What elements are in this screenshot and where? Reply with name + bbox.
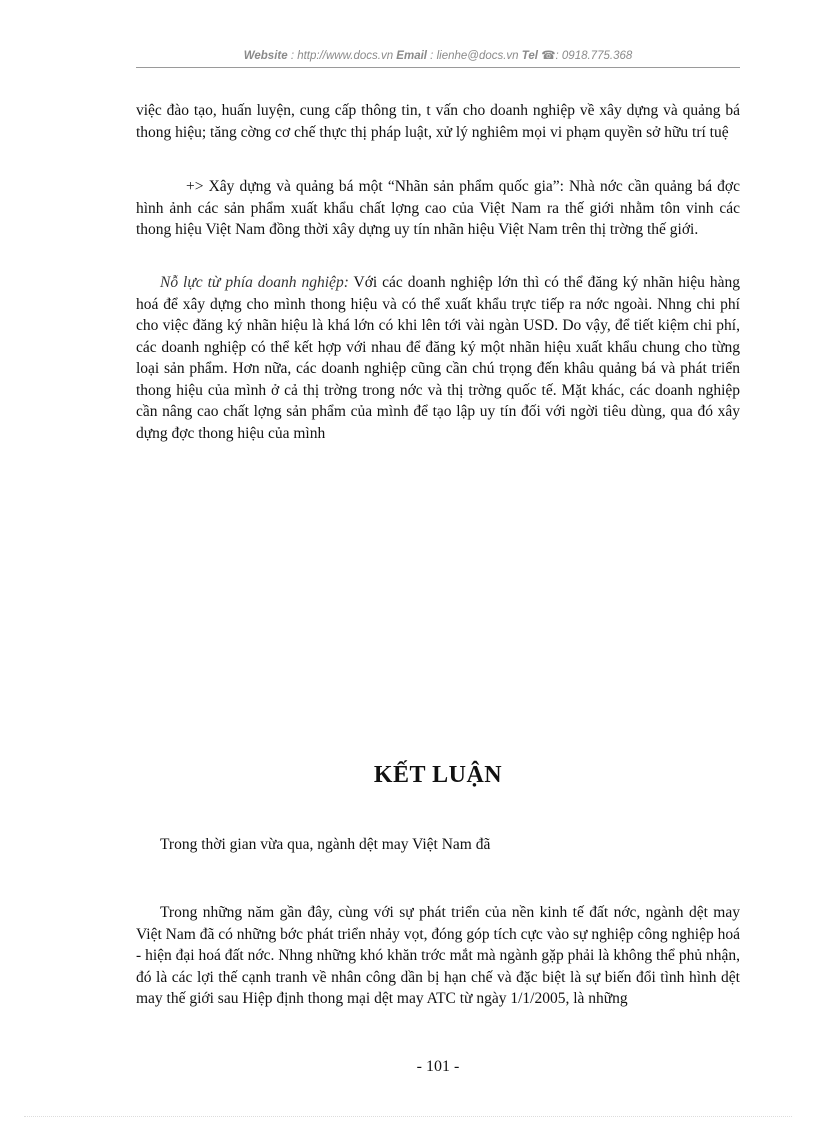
paragraph-2: +> Xây dựng và quảng bá một “Nhãn sản phẩm quốc gia”: Nhà nớc cần quảng bá đợc hình ảnh các sản phẩm xuất khẩu chất lợng cao của Việt Nam ra thế giới nhằm tôn vinh các thong hiệu Việt Nam đồng thời xây dựng uy tín nhãn hiệu Việt Nam trên thị trờng thế giới.: [136, 178, 740, 238]
page-header: [136, 48, 740, 62]
website-label: Website: [243, 50, 288, 62]
paragraph-4: Trong thời gian vừa qua, ngành dệt may Việt Nam đã: [160, 836, 491, 853]
email-address[interactable]: lienhe@docs.vn: [436, 50, 519, 62]
header-divider: [136, 67, 740, 68]
email-separator: :: [426, 50, 437, 62]
website-url[interactable]: http://www.docs.vn: [297, 50, 394, 62]
page-bottom-divider: [24, 1116, 792, 1117]
email-label: Email: [396, 50, 427, 62]
paragraph-5: Trong những năm gần đây, cùng với sự phát triển của nền kinh tế đất nớc, ngành dệt may Việt Nam đã có những bớc phát triển nhảy vọt, đóng góp tích cực vào sự nghiệp công nghiệp hoá - hiện đại hoá đất nớc. Nhng những khó khăn trớc mắt mà ngành gặp phải là không thể phủ nhận, đó là các lợi thế cạnh tranh về nhân công dần bị hạn chế và đặc biệt là sự biến đổi tình hình dệt may thế giới sau Hiệp định thong mại dệt may ATC từ ngày 1/1/2005, là những: [136, 904, 740, 1007]
tel-number: : 0918.775.368: [555, 50, 633, 62]
tel-label: Tel: [521, 50, 538, 62]
paragraph-1: việc đào tạo, huấn luyện, cung cấp thông tin, t vấn cho doanh nghiệp về xây dựng và quảng bá thong hiệu; tăng cờng cơ chế thực thị pháp luật, xử lý nghiêm mọi vi phạm quyền sở hữu trí tuệ: [136, 102, 740, 141]
phone-icon: ☎: [541, 50, 556, 62]
page-number: - 101 -: [416, 1058, 460, 1075]
website-separator: :: [287, 50, 298, 62]
paragraph-3-text: Với các doanh nghiệp lớn thì có thể đăng ký nhãn hiệu hàng hoá để xây dựng cho mình thong hiệu và có thể xuất khẩu trực tiếp ra nớc ngoài. Nhng chi phí cho việc đăng ký nhãn hiệu là khá lớn có khi lên tới vài ngàn USD. Do vậy, để tiết kiệm chi phí, các doanh nghiệp có thể kết hợp với nhau để đăng ký một nhãn hiệu xuất khẩu chung cho từng loại sản phẩm. Hơn nữa, các doanh nghiệp cũng cần chú trọng đến khâu quảng bá và phát triển thong hiệu của mình ở cả thị trờng trong nớc và thị trờng quốc tế. Mặt khác, các doanh nghiệp cần nâng cao chất lợng sản phẩm của mình để tạo lập uy tín đối với ngời tiêu dùng, qua đó xây dựng đợc thong hiệu của mình: [136, 274, 740, 442]
paragraph-3: [136, 272, 740, 444]
section-title: KẾT LUẬN: [373, 762, 503, 788]
paragraph-3-lead: Nỗ lực từ phía doanh nghiệp:: [160, 274, 349, 291]
